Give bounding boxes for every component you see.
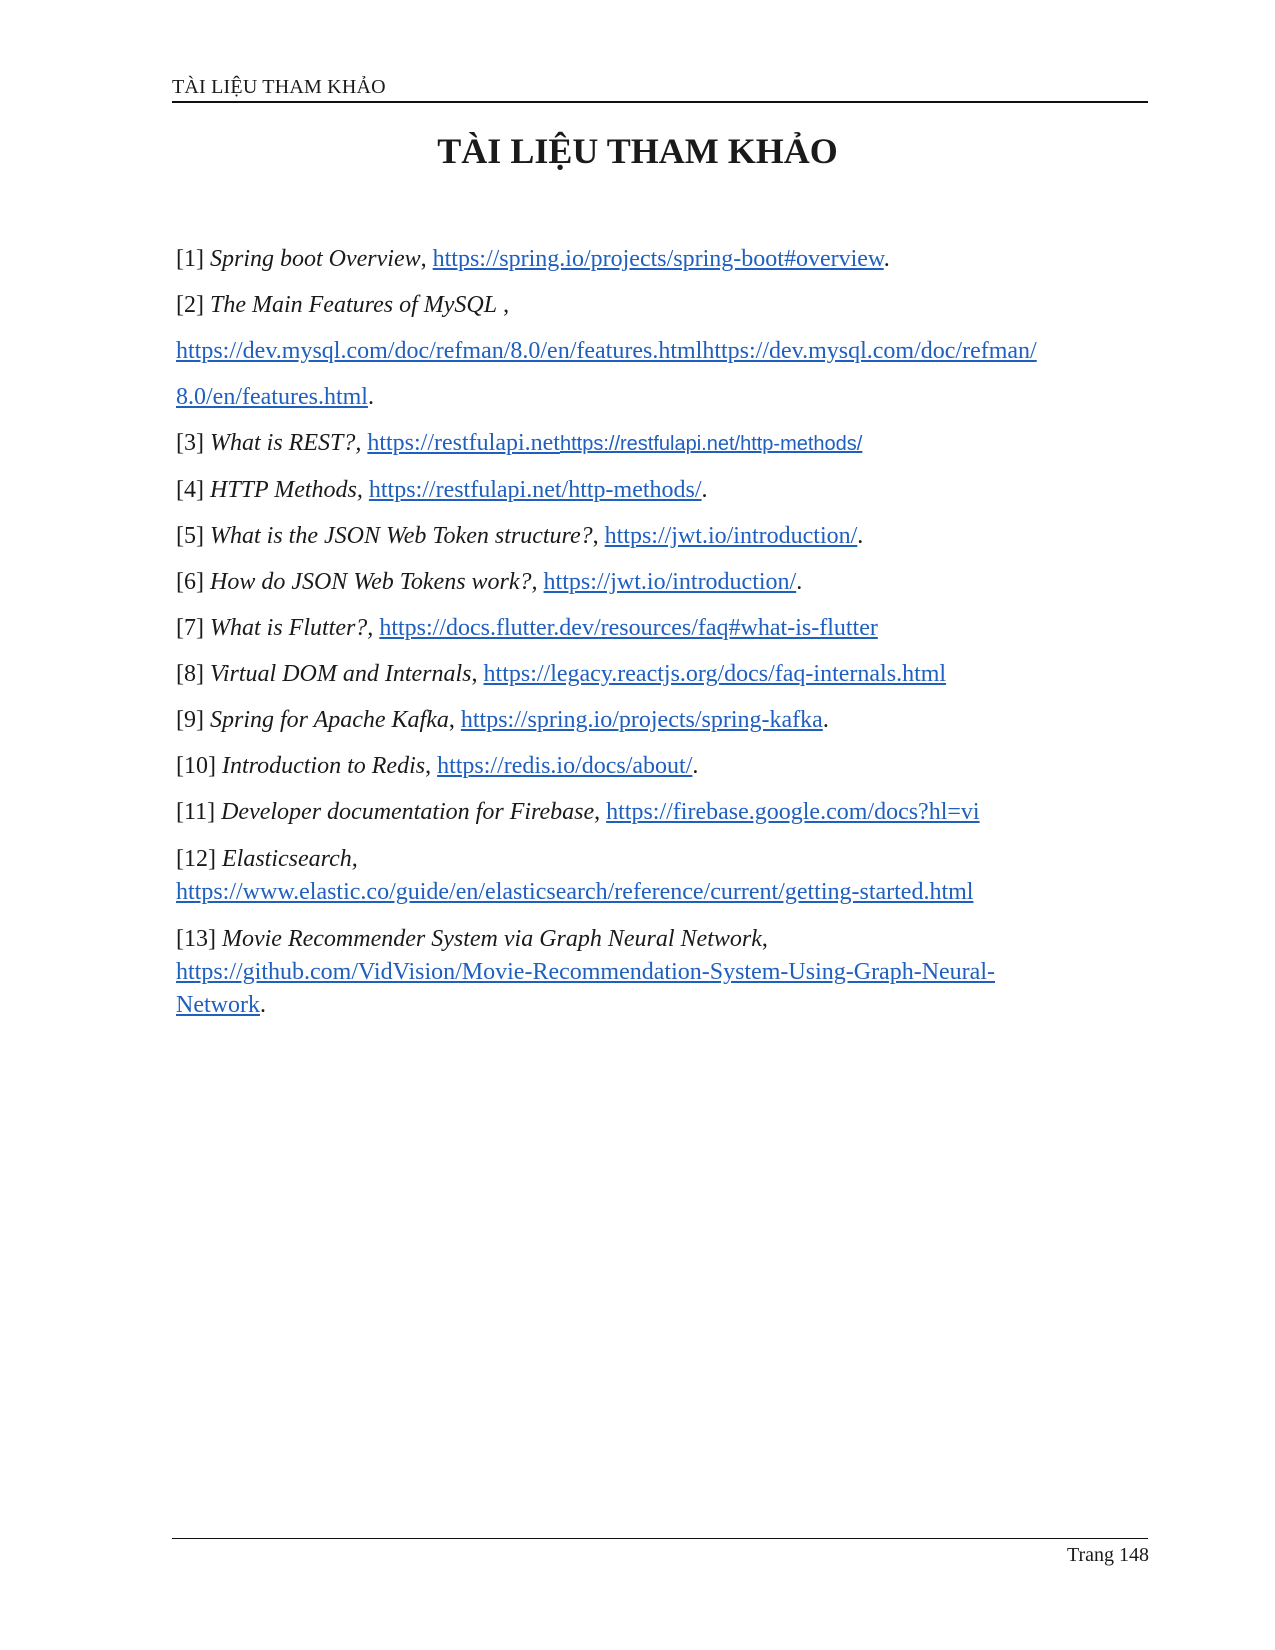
ref-end: . (883, 246, 890, 272)
ref-title: How do JSON Web Tokens work?, (209, 569, 538, 595)
reference-4 (176, 467, 1152, 513)
ref-number: [10] (176, 753, 216, 779)
ref-link[interactable]: https://spring.io/projects/spring-boot#overview (432, 246, 884, 272)
ref-end: . (796, 569, 803, 595)
ref-link-continued[interactable]: 8.0/en/features.html (176, 384, 368, 410)
ref-end: . (701, 477, 708, 503)
ref-end: . (367, 384, 374, 410)
ref-end: . (692, 753, 699, 779)
ref-number: [12] (176, 846, 216, 872)
ref-link[interactable]: https://spring.io/projects/spring-kafka (460, 707, 823, 733)
reference-8 (176, 651, 1152, 697)
ref-number: [9] (176, 707, 204, 733)
reference-1 (176, 236, 1152, 282)
ref-end: . (857, 523, 864, 549)
ref-link[interactable]: https://firebase.google.com/docs?hl=vi (606, 799, 980, 825)
ref-title: Spring for Apache Kafka (209, 707, 449, 733)
ref-end: . (822, 707, 829, 733)
ref-title: What is the JSON Web Token structure? (209, 523, 593, 549)
reference-list (176, 236, 1152, 1022)
reference-9 (176, 697, 1152, 743)
reference-13 (176, 923, 1152, 1022)
ref-separator: , (420, 246, 433, 272)
ref-number: [11] (176, 799, 216, 825)
ref-link-continued[interactable]: Network (176, 992, 260, 1018)
ref-number: [1] (176, 246, 204, 272)
ref-separator: , (594, 799, 607, 825)
ref-link[interactable]: https://restfulapi.net (367, 430, 560, 456)
reference-5 (176, 513, 1152, 559)
ref-number: [4] (176, 477, 204, 503)
ref-link[interactable]: https://www.elastic.co/guide/en/elasticsearch/reference/current/getting-started.html (176, 879, 974, 905)
page-number: Trang 148 (1066, 1544, 1149, 1566)
ref-separator: , (592, 523, 605, 549)
ref-title: The Main Features of MySQL (209, 292, 498, 318)
ref-number: [2] (176, 292, 204, 318)
ref-link[interactable]: https://redis.io/docs/about/ (437, 753, 693, 779)
reference-12 (176, 843, 1152, 909)
reference-7 (176, 605, 1152, 651)
ref-title: Introduction to Redis (221, 753, 426, 779)
ref-title: Movie Recommender System via Graph Neural Network (221, 926, 762, 952)
running-header: TÀI LIỆU THAM KHẢO (172, 76, 386, 98)
reference-3 (176, 420, 1152, 467)
ref-separator: , (425, 753, 438, 779)
ref-title: Developer documentation for Firebase (221, 799, 595, 825)
ref-number: [13] (176, 926, 216, 952)
ref-link[interactable]: https://jwt.io/introduction/ (604, 523, 858, 549)
ref-number: [3] (176, 430, 204, 456)
ref-link[interactable]: https://docs.flutter.dev/resources/faq#what-is-flutter (379, 615, 878, 641)
ref-title: HTTP Methods, (209, 477, 363, 503)
ref-title: What is Flutter?, (209, 615, 374, 641)
ref-separator: , (471, 661, 484, 687)
reference-2 (176, 282, 1152, 420)
ref-title: Elasticsearch, (221, 846, 358, 872)
reference-6 (176, 559, 1152, 605)
header-rule (172, 101, 1148, 103)
ref-number: [7] (176, 615, 204, 641)
ref-link-extra[interactable]: https://restfulapi.net/http-methods/ (559, 433, 863, 455)
footer-rule (172, 1538, 1148, 1539)
ref-number: [5] (176, 523, 204, 549)
ref-number: [8] (176, 661, 204, 687)
ref-title: Virtual DOM and Internals (209, 661, 472, 687)
ref-link[interactable]: https://github.com/VidVision/Movie-Recommendation-System-Using-Graph-Neural- (176, 959, 995, 985)
ref-number: [6] (176, 569, 204, 595)
page-title: TÀI LIỆU THAM KHẢO (437, 131, 838, 171)
ref-separator: , (761, 926, 768, 952)
ref-link[interactable]: https://restfulapi.net/http-methods/ (368, 477, 702, 503)
ref-separator: , (448, 707, 461, 733)
ref-end: . (259, 992, 266, 1018)
ref-separator: , (497, 292, 510, 318)
ref-title: What is REST?, (209, 430, 362, 456)
ref-link[interactable]: https://jwt.io/introduction/ (543, 569, 797, 595)
reference-11 (176, 789, 1152, 835)
ref-title: Spring boot Overview (209, 246, 421, 272)
reference-10 (176, 743, 1152, 789)
ref-link[interactable]: https://dev.mysql.com/doc/refman/8.0/en/features.htmlhttps://dev.mysql.com/doc/refman/ (176, 338, 1037, 364)
ref-link[interactable]: https://legacy.reactjs.org/docs/faq-internals.html (483, 661, 947, 687)
